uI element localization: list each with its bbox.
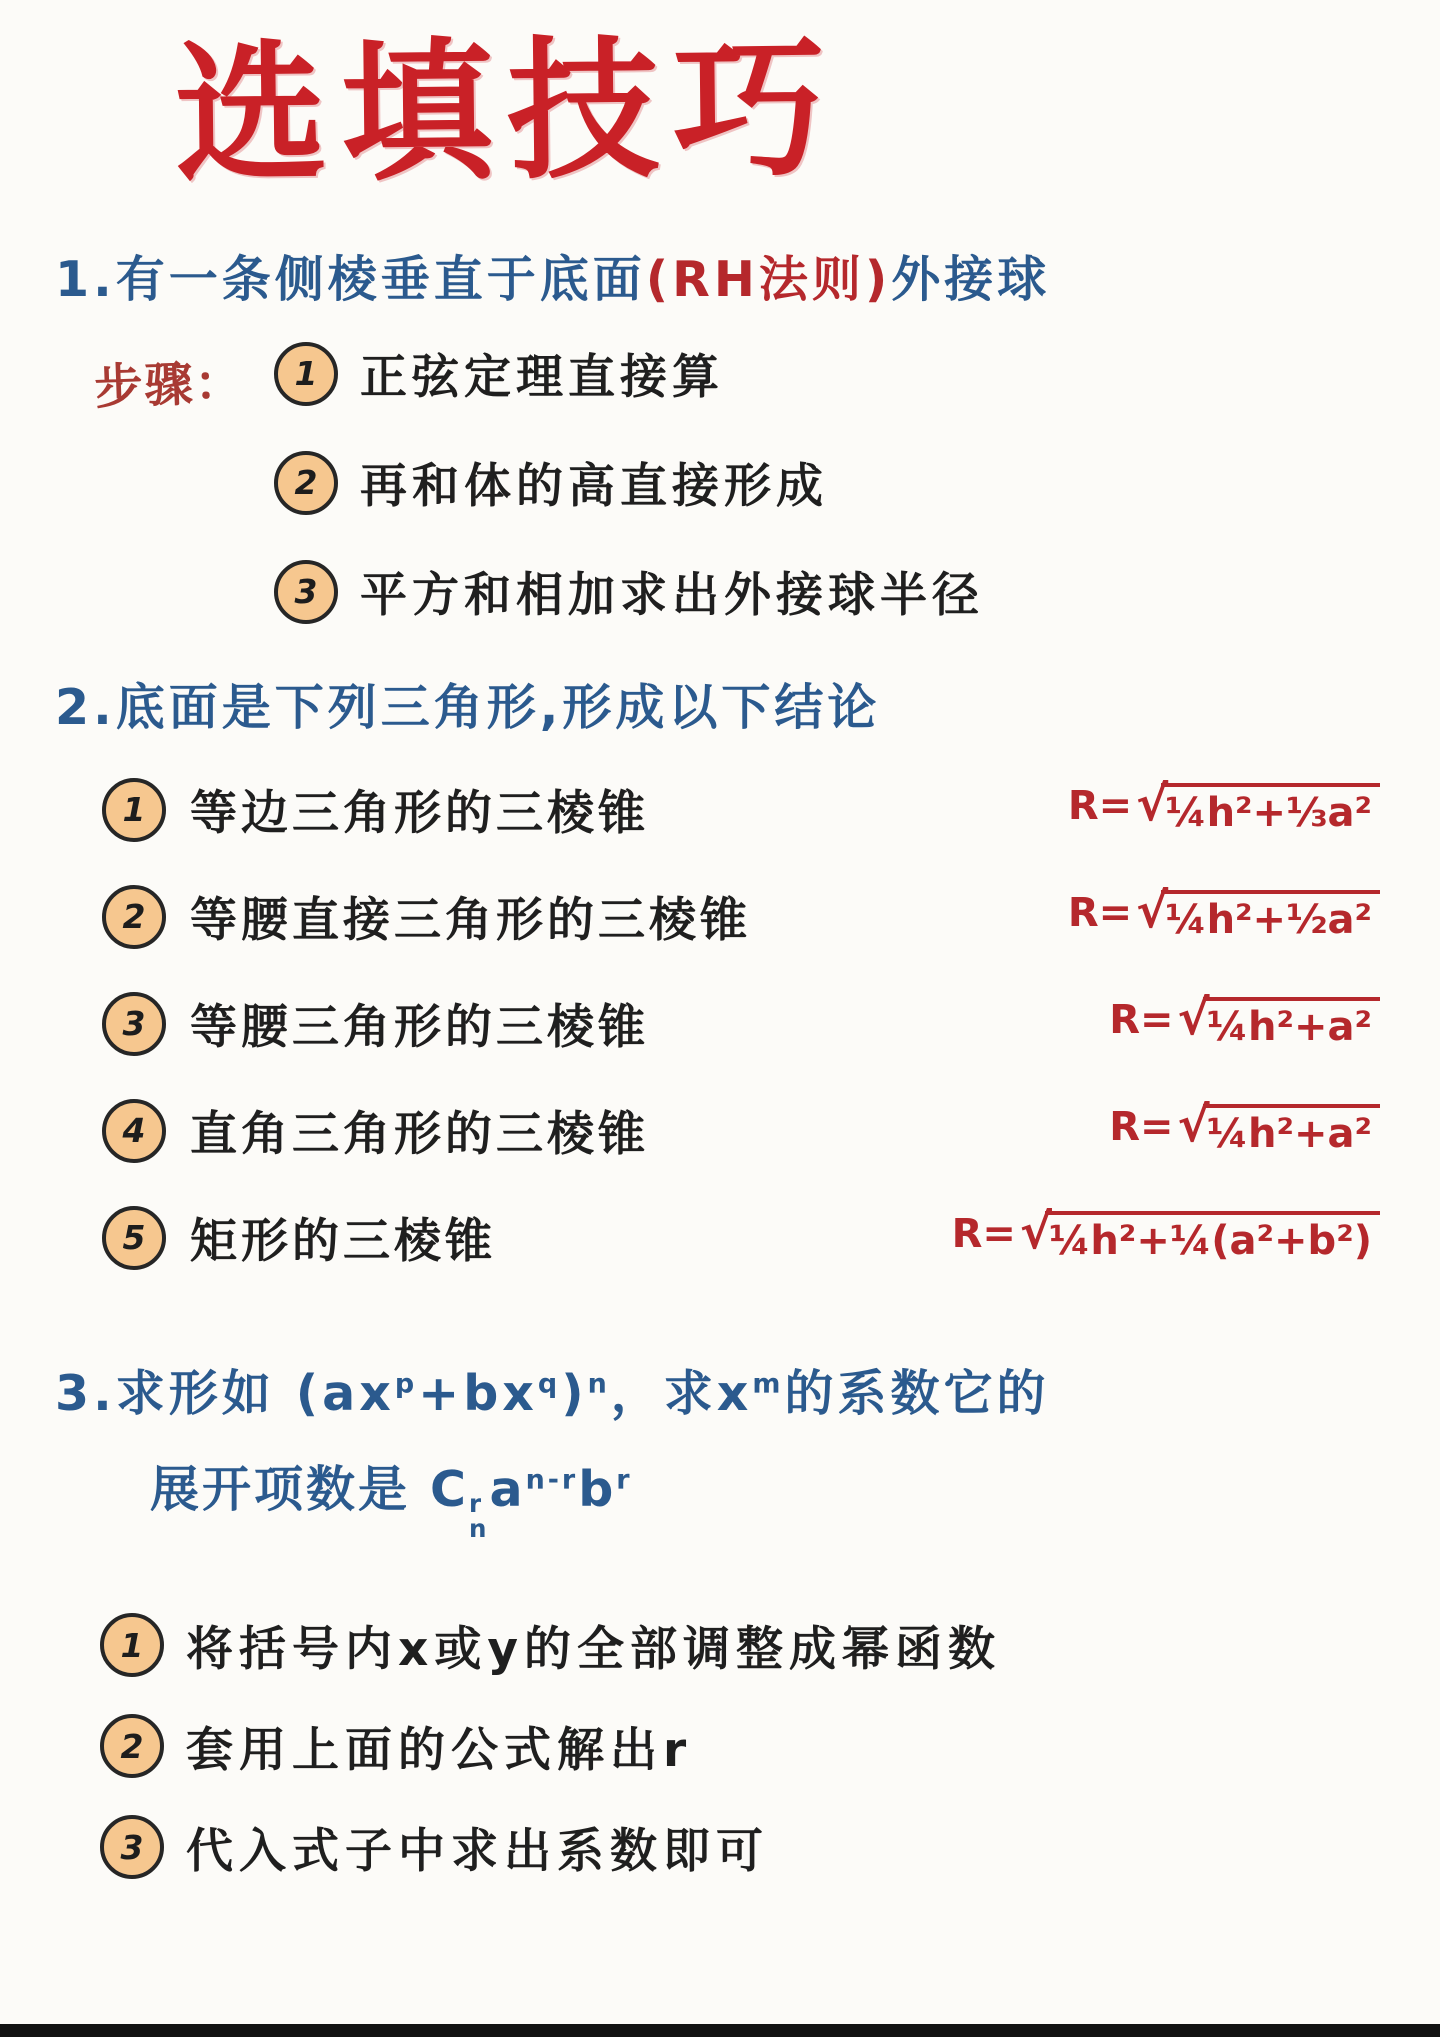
section-3-heading-line2: 展开项数是 C r n $a^{n-r}b^r$	[150, 1460, 633, 1544]
radius-formula: R= √ ¼h²+a²	[1109, 997, 1380, 1050]
section-2-items	[102, 776, 1380, 1271]
section-3-heading-line1: 3.求形如 $(ax^p+bx^q)^n$，求$x^m$的系数它的	[55, 1365, 1050, 1423]
circled-number-icon: 3	[102, 992, 166, 1056]
circled-number-icon: 5	[102, 1206, 166, 1270]
section-1-heading-highlight: (RH法则)	[645, 250, 892, 308]
section-1-steps	[93, 340, 1440, 625]
page-title: 选填技巧	[174, 19, 840, 204]
circled-number-icon: 1	[274, 342, 338, 406]
step-text: 再和体的高直接形成	[360, 459, 829, 515]
item-label: 矩形的三棱锥	[190, 1214, 496, 1270]
sqrt-icon: √	[1177, 990, 1210, 1047]
section-1-heading	[55, 249, 1440, 310]
steps-label: 步骤：	[93, 354, 246, 416]
step-text: 套用上面的公式解出r	[186, 1722, 693, 1778]
triangle-pyramid-item	[102, 1097, 1380, 1164]
circled-number-icon: 2	[100, 1714, 164, 1778]
radius-formula: R= √ ¼h²+a²	[1109, 1104, 1380, 1157]
bottom-edge-strip	[0, 2024, 1440, 2037]
step-text: 平方和相加求出外接球半径	[360, 568, 985, 624]
step-text: 正弦定理直接算	[360, 350, 725, 406]
radius-formula: R= √ ¼h²+¼(a²+b²)	[952, 1211, 1380, 1264]
circled-number-icon: 4	[102, 1099, 166, 1163]
item-label: 等腰三角形的三棱锥	[190, 1000, 649, 1056]
section-1-step	[274, 558, 984, 625]
section-1-heading-text: 1.有一条侧棱垂直于底面	[55, 250, 646, 308]
binomial-coefficient: r n	[469, 1488, 490, 1544]
sqrt-icon: √	[1136, 883, 1169, 940]
section-1-step	[274, 449, 984, 516]
sqrt-icon: √	[1136, 776, 1169, 833]
triangle-pyramid-item	[102, 1204, 1380, 1271]
circled-number-icon: 3	[100, 1815, 164, 1879]
circled-number-icon: 1	[102, 778, 166, 842]
circled-number-icon: 2	[102, 885, 166, 949]
step-text: 将括号内x或y的全部调整成幂函数	[186, 1621, 1001, 1677]
circled-number-icon: 3	[274, 560, 338, 624]
sqrt-icon: √	[1019, 1204, 1052, 1261]
section-3-step	[100, 1814, 1400, 1881]
circled-number-icon: 2	[274, 451, 338, 515]
triangle-pyramid-item	[102, 990, 1380, 1057]
section-1-heading-tail: 外接球	[891, 250, 1051, 308]
triangle-pyramid-item	[102, 883, 1380, 950]
sqrt-icon: √	[1177, 1097, 1210, 1154]
section-3-step	[100, 1713, 1400, 1780]
radius-formula: R= √ ¼h²+½a²	[1068, 890, 1380, 943]
item-label: 等边三角形的三棱锥	[190, 786, 649, 842]
section-3-step	[100, 1612, 1400, 1679]
section-1-step	[274, 340, 984, 407]
section-3-steps	[100, 1612, 1400, 1881]
step-text: 代入式子中求出系数即可	[186, 1823, 769, 1879]
item-label: 直角三角形的三棱锥	[190, 1107, 649, 1163]
triangle-pyramid-item	[102, 776, 1380, 843]
item-label: 等腰直接三角形的三棱锥	[190, 893, 751, 949]
radius-formula: R= √ ¼h²+⅓a²	[1068, 783, 1380, 836]
circled-number-icon: 1	[100, 1613, 164, 1677]
section-2-heading: 2.底面是下列三角形,形成以下结论	[55, 679, 881, 737]
